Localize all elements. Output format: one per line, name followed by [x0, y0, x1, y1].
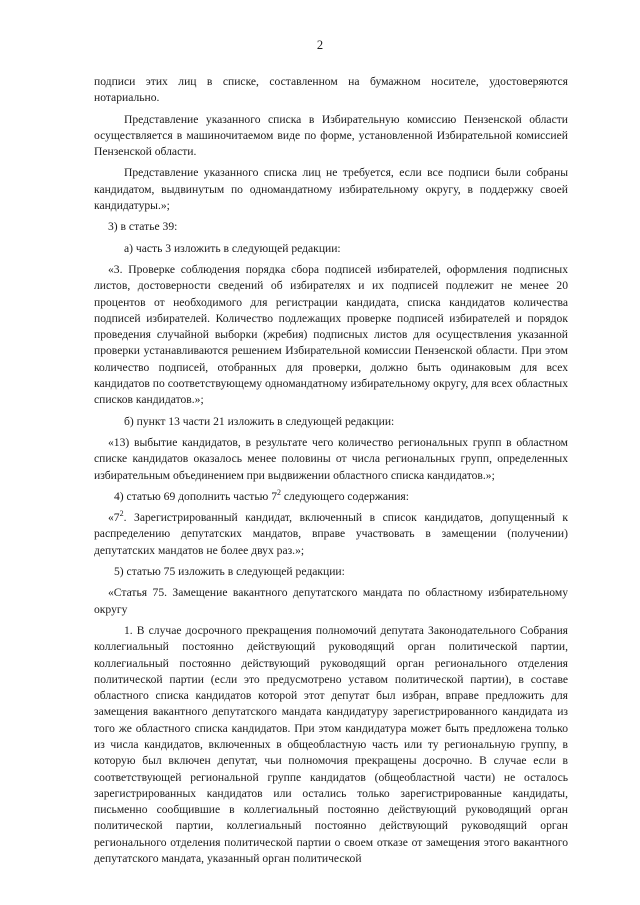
document-body [94, 74, 568, 872]
paragraph-list-not-required: Представление указанного списка лиц не требуется, если все подписи были собраны кандидатом, выдвинутым по одномандатному избирательному округу, в поддержку своей кандидатуры.»; [94, 166, 568, 213]
quote72-superscript: 2 [119, 509, 124, 519]
paragraph-item-5: 5) статью 75 изложить в следующей редакции: [114, 565, 345, 579]
paragraph-item-3b: б) пункт 13 части 21 изложить в следующей редакции: [124, 414, 395, 428]
item4-text-before: 4) статью 69 дополнить частью 7 [114, 489, 277, 503]
paragraph-article-75-part-1: 1. В случае досрочного прекращения полномочий депутата Законодательного Собрания коллегиальный постоянно действующий руководящий орган политической партии, коллегиальный постоянно действующий руководящий орган регионального отделения политической партии (если это предусмотрено уставом политической партии), в составе областного списка кандидатов которой этот депутат был избран, вправе предложить для замещения вакантного депутатского мандата кандидатуру зарегистрированного кандидата из того же областного списка кандидатов. При этом кандидатура может быть предложена только из числа кандидатов, включенных в общеобластную часть или ту региональную группу, в которую был включен депутат, чьи полномочия прекращены досрочно. В случае если в соответствующей региональной группе кандидатов (общеобластной части) не осталось зарегистрированных кандидатов или остались только зарегистрированные кандидаты, письменно сообщившие в коллегиальный постоянно действующий руководящий орган политической партии, коллегиальный постоянно действующий руководящий орган регионального отделения политической партии о своем отказе от замещения этого вакантного депутатского мандата, указанный орган политической [94, 623, 568, 866]
quote72-text: . Зарегистрированный кандидат, включенный в список кандидатов, допущенный к распределению депутатских мандатов, вправе участвовать в замещении (получении) депутатских мандатов не более двух раз.»; [94, 511, 568, 557]
item4-text-after: следующего содержания: [281, 489, 409, 503]
paragraph-item-3: 3) в статье 39: [108, 220, 178, 234]
page-number: 2 [316, 38, 324, 52]
paragraph-continuation: подписи этих лиц в списке, составленном на бумажном носителе, удостоверяются нотариально. [94, 75, 568, 105]
paragraph-submission-format: Представление указанного списка в Избирательную комиссию Пензенской области осуществляется в машиночитаемом виде по форме, установленной Избирательной комиссией Пензенской области. [94, 112, 568, 159]
paragraph-quote-item-13: «13) выбытие кандидатов, в результате чего количество региональных групп в областном списке кандидатов оказалось менее половины от числа региональных групп, определенных избирательным объединением при выдвижении областного списка кандидатов.»; [94, 435, 568, 482]
paragraph-quote-part-3: «3. Проверке соблюдения порядка сбора подписей избирателей, оформления подписных листов, достоверности сведений об избирателях и их подписей подлежит не менее 20 процентов от необходимого для регистрации кандидата, списка кандидатов количества подписей избирателей. Количество подлежащих проверке подписей избирателей и порядок проведения случайной выборки (жребия) подписных листов для осуществления указанной проверки устанавливаются решением Избирательной комиссии Пензенской области. При этом количество подписей, отобранных для проверки, должно быть одинаковым для всех кандидатов по соответствующему одномандатному избирательному округу, для всех областных списков кандидатов.»; [94, 262, 568, 407]
paragraph-quote-part-7-2 [94, 510, 568, 559]
quote72-open: «7 [108, 511, 120, 525]
paragraph-item-4 [94, 489, 568, 505]
paragraph-article-75-title: «Статья 75. Замещение вакантного депутатского мандата по областному избирательному округу [94, 586, 568, 616]
paragraph-item-3a: а) часть 3 изложить в следующей редакции: [124, 241, 341, 255]
item4-superscript: 2 [277, 487, 281, 497]
